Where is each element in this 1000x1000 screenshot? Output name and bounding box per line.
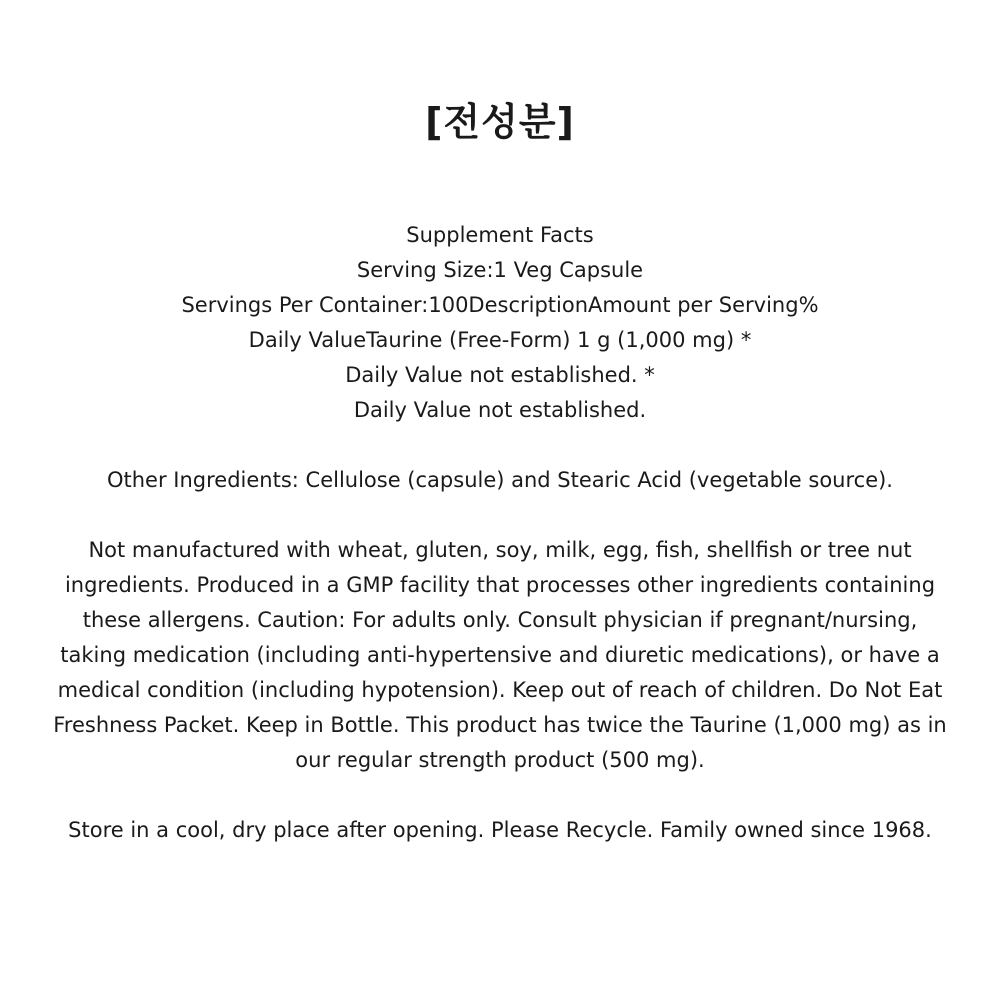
taurine-amount: Daily ValueTaurine (Free-Form) 1 g (1,000 mg) *	[248, 328, 752, 352]
paragraph-gap	[20, 498, 980, 533]
facts-heading: Supplement Facts	[406, 223, 594, 247]
paragraph-gap	[20, 778, 980, 813]
daily-value-note: Daily Value not established. *	[345, 363, 655, 387]
servings-per-container: Servings Per Container:100DescriptionAmount per Serving%	[181, 293, 819, 317]
page-title: [전성분]	[425, 100, 575, 144]
warning-line: our regular strength product (500 mg).	[295, 748, 705, 772]
paragraph-gap	[20, 428, 980, 463]
warning-line: Not manufactured with wheat, gluten, soy, milk, egg, fish, shellfish or tree nut	[88, 538, 912, 562]
daily-value-note: Daily Value not established.	[353, 398, 647, 422]
warning-line: ingredients. Produced in a GMP facility that processes other ingredients containing	[64, 573, 936, 597]
other-ingredients: Other Ingredients: Cellulose (capsule) and Stearic Acid (vegetable source).	[106, 468, 893, 492]
serving-size: Serving Size:1 Veg Capsule	[356, 258, 644, 282]
warning-line: Freshness Packet. Keep in Bottle. This product has twice the Taurine (1,000 mg) as in	[53, 713, 947, 737]
warning-line: medical condition (including hypotension). Keep out of reach of children. Do Not Eat	[57, 678, 943, 702]
warning-line: taking medication (including anti-hypertensive and diuretic medications), or have a	[60, 643, 940, 667]
ingredients-text	[20, 218, 980, 848]
storage-instructions: Store in a cool, dry place after opening. Please Recycle. Family owned since 1968.	[68, 818, 932, 842]
warning-line: these allergens. Caution: For adults only. Consult physician if pregnant/nursing,	[82, 608, 918, 632]
